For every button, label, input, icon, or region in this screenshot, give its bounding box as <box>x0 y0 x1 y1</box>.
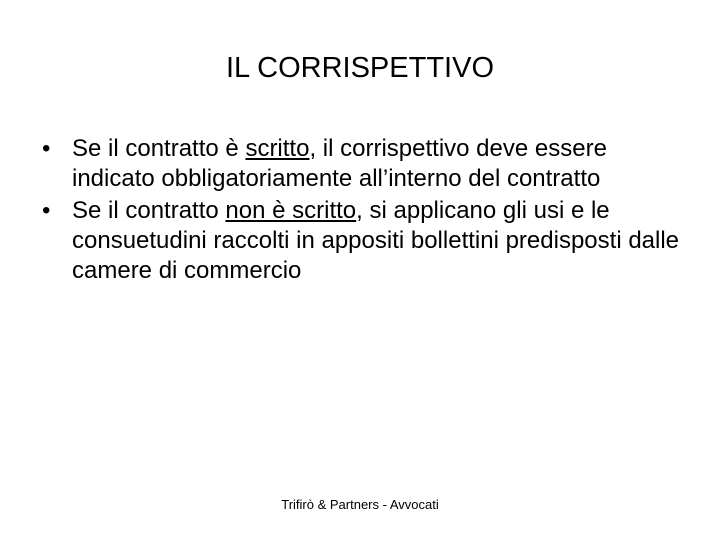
bullet-text-pre: Se il contratto è <box>72 135 246 162</box>
bullet-text-post: , si applicano gli usi e le consuetudini raccolti in appositi bollettini predisposti dalle camere di commercio <box>72 197 680 284</box>
bullet-text-underlined: non è scritto <box>225 197 357 224</box>
bullet-text-post: , il corrispettivo deve essere indicato obbligatoriamente all’interno del contratto <box>72 135 607 192</box>
bullet-text-underlined: scritto <box>245 135 310 162</box>
bullet-text-pre: Se il contratto <box>72 197 226 224</box>
bullet-list <box>42 134 692 288</box>
slide-title: IL CORRISPETTIVO <box>225 52 495 84</box>
bullet-marker: • <box>42 197 51 224</box>
bullet-item-unwritten-contract <box>42 196 692 286</box>
bullet-marker: • <box>42 135 51 162</box>
bullet-item-written-contract <box>42 134 692 194</box>
slide-footer: Trifirò & Partners - Avvocati <box>281 497 439 512</box>
